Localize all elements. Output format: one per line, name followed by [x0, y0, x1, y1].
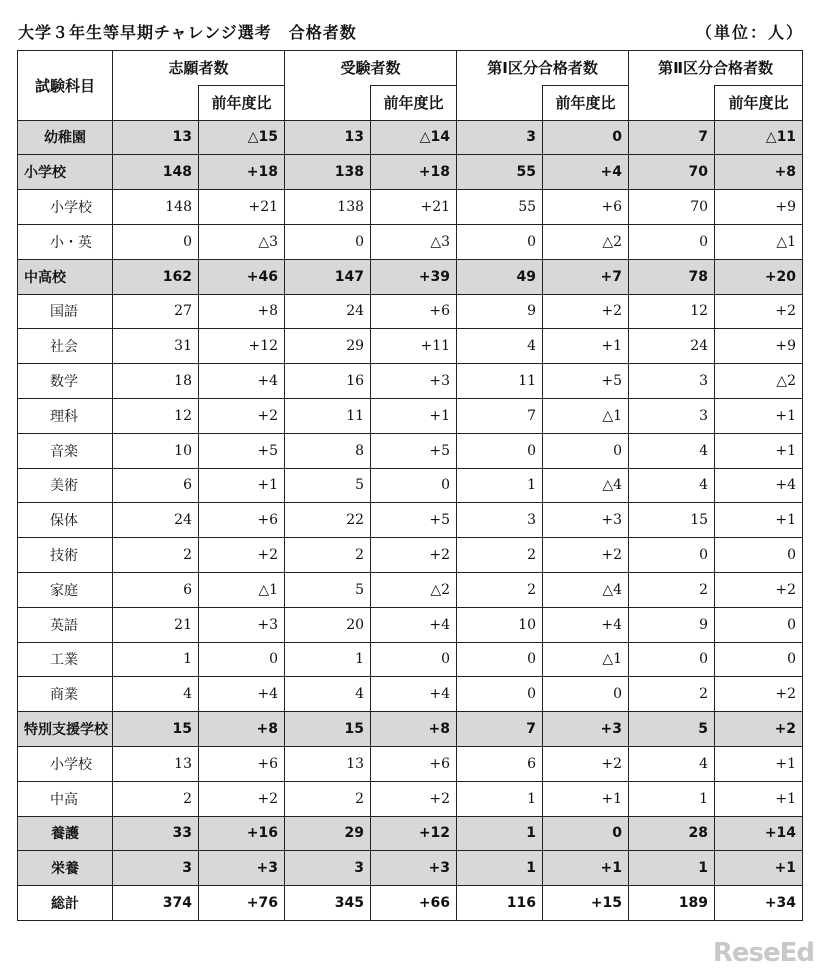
count-cell: 138 — [285, 155, 371, 190]
row-label: 家庭 — [18, 572, 113, 607]
count-cell: 3 — [285, 851, 371, 886]
yoy-cell: +20 — [715, 259, 803, 294]
count-cell: 3 — [629, 364, 715, 399]
yoy-cell: +1 — [371, 398, 457, 433]
yoy-cell: +1 — [543, 851, 629, 886]
yoy-cell: +6 — [199, 746, 285, 781]
yoy-cell: +1 — [715, 433, 803, 468]
count-cell: 189 — [629, 886, 715, 921]
yoy-cell: +6 — [371, 294, 457, 329]
count-cell: 2 — [629, 677, 715, 712]
yoy-cell: △15 — [199, 120, 285, 155]
yoy-cell: 0 — [371, 468, 457, 503]
count-cell: 2 — [457, 572, 543, 607]
yoy-cell: +8 — [199, 294, 285, 329]
count-cell: 49 — [457, 259, 543, 294]
count-cell: 0 — [629, 538, 715, 573]
count-cell: 24 — [113, 503, 199, 538]
table-row — [18, 433, 803, 468]
yoy-cell: +76 — [199, 886, 285, 921]
count-cell: 1 — [457, 781, 543, 816]
count-cell: 11 — [285, 398, 371, 433]
count-cell: 21 — [113, 607, 199, 642]
yoy-cell: +2 — [715, 294, 803, 329]
count-cell: 24 — [629, 329, 715, 364]
count-cell: 15 — [113, 712, 199, 747]
yoy-cell: +2 — [715, 712, 803, 747]
yoy-cell: △14 — [371, 120, 457, 155]
yoy-cell: 0 — [543, 816, 629, 851]
row-label: 特別支援学校 — [18, 712, 113, 747]
count-cell: 0 — [457, 642, 543, 677]
count-cell: 5 — [285, 468, 371, 503]
table-row — [18, 886, 803, 921]
yoy-cell: +1 — [715, 398, 803, 433]
yoy-cell: +21 — [371, 190, 457, 225]
count-cell: 10 — [457, 607, 543, 642]
header-pass2: 第Ⅱ区分合格者数 — [629, 51, 803, 86]
count-cell: 28 — [629, 816, 715, 851]
count-cell: 11 — [457, 364, 543, 399]
row-label: 小学校 — [18, 746, 113, 781]
yoy-cell: △4 — [543, 468, 629, 503]
row-label: 養護 — [18, 816, 113, 851]
table-row — [18, 190, 803, 225]
table-title: 大学３年生等早期チャレンジ選考 合格者数 — [18, 23, 357, 42]
row-label: 国語 — [18, 294, 113, 329]
yoy-cell: 0 — [715, 538, 803, 573]
count-cell: 2 — [285, 781, 371, 816]
count-cell: 0 — [629, 224, 715, 259]
yoy-cell: +18 — [371, 155, 457, 190]
table-row — [18, 259, 803, 294]
yoy-cell: 0 — [715, 642, 803, 677]
count-cell: 1 — [457, 816, 543, 851]
count-cell: 13 — [113, 120, 199, 155]
count-cell: 147 — [285, 259, 371, 294]
count-cell: 20 — [285, 607, 371, 642]
yoy-cell: +15 — [543, 886, 629, 921]
count-cell: 2 — [113, 781, 199, 816]
count-cell: 5 — [285, 572, 371, 607]
count-cell: 7 — [629, 120, 715, 155]
yoy-cell: +8 — [199, 712, 285, 747]
header-subject: 試験科目 — [18, 51, 113, 121]
row-label: 小学校 — [18, 190, 113, 225]
header-applicants-blank — [113, 85, 199, 120]
table-row — [18, 851, 803, 886]
yoy-cell: +2 — [199, 781, 285, 816]
yoy-cell: △1 — [543, 642, 629, 677]
yoy-cell: +1 — [715, 746, 803, 781]
yoy-cell: +2 — [543, 538, 629, 573]
row-label: 幼稚園 — [18, 120, 113, 155]
count-cell: 27 — [113, 294, 199, 329]
yoy-cell: 0 — [371, 642, 457, 677]
count-cell: 12 — [113, 398, 199, 433]
header-applicants: 志願者数 — [113, 51, 285, 86]
table-row — [18, 155, 803, 190]
count-cell: 13 — [285, 120, 371, 155]
table-row — [18, 572, 803, 607]
yoy-cell: +4 — [199, 677, 285, 712]
count-cell: 148 — [113, 190, 199, 225]
yoy-cell: 0 — [543, 677, 629, 712]
count-cell: 2 — [113, 538, 199, 573]
yoy-cell: +9 — [715, 329, 803, 364]
count-cell: 6 — [457, 746, 543, 781]
table-row — [18, 712, 803, 747]
count-cell: 1 — [113, 642, 199, 677]
header-pass2-blank — [629, 85, 715, 120]
table-row — [18, 746, 803, 781]
count-cell: 15 — [285, 712, 371, 747]
count-cell: 162 — [113, 259, 199, 294]
yoy-cell: +1 — [715, 781, 803, 816]
yoy-cell: +3 — [543, 712, 629, 747]
yoy-cell: +3 — [371, 851, 457, 886]
table-row — [18, 329, 803, 364]
yoy-cell: +12 — [199, 329, 285, 364]
count-cell: 3 — [457, 503, 543, 538]
yoy-cell: △1 — [543, 398, 629, 433]
count-cell: 18 — [113, 364, 199, 399]
header-yoy: 前年度比 — [715, 85, 803, 120]
row-label: 工業 — [18, 642, 113, 677]
yoy-cell: +66 — [371, 886, 457, 921]
yoy-cell: +2 — [371, 781, 457, 816]
table-row — [18, 364, 803, 399]
count-cell: 10 — [113, 433, 199, 468]
yoy-cell: △2 — [715, 364, 803, 399]
count-cell: 0 — [285, 224, 371, 259]
table-body — [18, 120, 803, 920]
yoy-cell: 0 — [199, 642, 285, 677]
results-table — [17, 50, 803, 921]
count-cell: 374 — [113, 886, 199, 921]
count-cell: 29 — [285, 816, 371, 851]
count-cell: 31 — [113, 329, 199, 364]
table-row — [18, 677, 803, 712]
header-pass1-blank — [457, 85, 543, 120]
yoy-cell: +3 — [371, 364, 457, 399]
row-label: 栄養 — [18, 851, 113, 886]
count-cell: 2 — [285, 538, 371, 573]
yoy-cell: +4 — [371, 677, 457, 712]
yoy-cell: +5 — [199, 433, 285, 468]
count-cell: 15 — [629, 503, 715, 538]
count-cell: 16 — [285, 364, 371, 399]
header-yoy: 前年度比 — [371, 85, 457, 120]
yoy-cell: +4 — [543, 607, 629, 642]
yoy-cell: +9 — [715, 190, 803, 225]
count-cell: 9 — [457, 294, 543, 329]
yoy-cell: △2 — [543, 224, 629, 259]
yoy-cell: +2 — [199, 398, 285, 433]
yoy-cell: +1 — [543, 329, 629, 364]
row-label: 総計 — [18, 886, 113, 921]
yoy-cell: +21 — [199, 190, 285, 225]
table-row — [18, 398, 803, 433]
row-label: 中高校 — [18, 259, 113, 294]
count-cell: 13 — [113, 746, 199, 781]
count-cell: 1 — [285, 642, 371, 677]
yoy-cell: +16 — [199, 816, 285, 851]
yoy-cell: △3 — [199, 224, 285, 259]
count-cell: 4 — [629, 746, 715, 781]
header-examinees: 受験者数 — [285, 51, 457, 86]
table-row — [18, 224, 803, 259]
count-cell: 12 — [629, 294, 715, 329]
count-cell: 345 — [285, 886, 371, 921]
count-cell: 55 — [457, 190, 543, 225]
yoy-cell: +11 — [371, 329, 457, 364]
row-label: 理科 — [18, 398, 113, 433]
table-row — [18, 781, 803, 816]
yoy-cell: △1 — [715, 224, 803, 259]
row-label: 中高 — [18, 781, 113, 816]
yoy-cell: +3 — [199, 607, 285, 642]
count-cell: 70 — [629, 155, 715, 190]
yoy-cell: +2 — [371, 538, 457, 573]
count-cell: 4 — [285, 677, 371, 712]
yoy-cell: +1 — [715, 503, 803, 538]
header-yoy: 前年度比 — [543, 85, 629, 120]
count-cell: 0 — [457, 677, 543, 712]
row-label: 小・英 — [18, 224, 113, 259]
yoy-cell: △4 — [543, 572, 629, 607]
count-cell: 1 — [629, 851, 715, 886]
yoy-cell: +5 — [371, 503, 457, 538]
count-cell: 116 — [457, 886, 543, 921]
count-cell: 138 — [285, 190, 371, 225]
count-cell: 55 — [457, 155, 543, 190]
yoy-cell: △11 — [715, 120, 803, 155]
count-cell: 1 — [629, 781, 715, 816]
count-cell: 24 — [285, 294, 371, 329]
yoy-cell: +2 — [715, 677, 803, 712]
row-label: 音楽 — [18, 433, 113, 468]
count-cell: 78 — [629, 259, 715, 294]
yoy-cell: △1 — [199, 572, 285, 607]
yoy-cell: +18 — [199, 155, 285, 190]
table-row — [18, 607, 803, 642]
yoy-cell: +46 — [199, 259, 285, 294]
yoy-cell: △2 — [371, 572, 457, 607]
yoy-cell: +6 — [543, 190, 629, 225]
count-cell: 0 — [457, 433, 543, 468]
table-row — [18, 503, 803, 538]
yoy-cell: +3 — [199, 851, 285, 886]
yoy-cell: +8 — [371, 712, 457, 747]
row-label: 商業 — [18, 677, 113, 712]
count-cell: 148 — [113, 155, 199, 190]
header-pass1: 第Ⅰ区分合格者数 — [457, 51, 629, 86]
table-row — [18, 120, 803, 155]
yoy-cell: +6 — [371, 746, 457, 781]
yoy-cell: +14 — [715, 816, 803, 851]
row-label: 数学 — [18, 364, 113, 399]
count-cell: 22 — [285, 503, 371, 538]
count-cell: 6 — [113, 468, 199, 503]
count-cell: 2 — [457, 538, 543, 573]
yoy-cell: +5 — [371, 433, 457, 468]
yoy-cell: △3 — [371, 224, 457, 259]
count-cell: 0 — [113, 224, 199, 259]
yoy-cell: +12 — [371, 816, 457, 851]
row-label: 小学校 — [18, 155, 113, 190]
count-cell: 4 — [113, 677, 199, 712]
yoy-cell: +3 — [543, 503, 629, 538]
yoy-cell: +6 — [199, 503, 285, 538]
count-cell: 1 — [457, 851, 543, 886]
count-cell: 7 — [457, 398, 543, 433]
table-row — [18, 294, 803, 329]
yoy-cell: 0 — [543, 120, 629, 155]
row-label: 美術 — [18, 468, 113, 503]
count-cell: 0 — [629, 642, 715, 677]
header-yoy: 前年度比 — [199, 85, 285, 120]
yoy-cell: +2 — [715, 572, 803, 607]
yoy-cell: +1 — [199, 468, 285, 503]
count-cell: 4 — [629, 433, 715, 468]
count-cell: 70 — [629, 190, 715, 225]
count-cell: 4 — [629, 468, 715, 503]
table-row — [18, 538, 803, 573]
yoy-cell: 0 — [543, 433, 629, 468]
row-label: 保体 — [18, 503, 113, 538]
yoy-cell: +34 — [715, 886, 803, 921]
count-cell: 1 — [457, 468, 543, 503]
count-cell: 0 — [457, 224, 543, 259]
table-row — [18, 642, 803, 677]
header-examinees-blank — [285, 85, 371, 120]
count-cell: 6 — [113, 572, 199, 607]
yoy-cell: +5 — [543, 364, 629, 399]
yoy-cell: +1 — [543, 781, 629, 816]
yoy-cell: +7 — [543, 259, 629, 294]
row-label: 社会 — [18, 329, 113, 364]
yoy-cell: 0 — [715, 607, 803, 642]
table-row — [18, 816, 803, 851]
count-cell: 3 — [629, 398, 715, 433]
count-cell: 13 — [285, 746, 371, 781]
yoy-cell: +2 — [543, 746, 629, 781]
yoy-cell: +8 — [715, 155, 803, 190]
yoy-cell: +4 — [715, 468, 803, 503]
count-cell: 9 — [629, 607, 715, 642]
yoy-cell: +4 — [371, 607, 457, 642]
unit-label: （単位：人） — [695, 23, 804, 42]
row-label: 英語 — [18, 607, 113, 642]
yoy-cell: +2 — [543, 294, 629, 329]
count-cell: 8 — [285, 433, 371, 468]
table-header — [18, 51, 803, 121]
count-cell: 33 — [113, 816, 199, 851]
yoy-cell: +4 — [543, 155, 629, 190]
yoy-cell: +2 — [199, 538, 285, 573]
yoy-cell: +39 — [371, 259, 457, 294]
count-cell: 29 — [285, 329, 371, 364]
count-cell: 3 — [113, 851, 199, 886]
count-cell: 7 — [457, 712, 543, 747]
yoy-cell: +1 — [715, 851, 803, 886]
table-row — [18, 468, 803, 503]
resed-logo: ReseEd — [712, 938, 814, 968]
count-cell: 3 — [457, 120, 543, 155]
yoy-cell: +4 — [199, 364, 285, 399]
count-cell: 4 — [457, 329, 543, 364]
row-label: 技術 — [18, 538, 113, 573]
count-cell: 2 — [629, 572, 715, 607]
count-cell: 5 — [629, 712, 715, 747]
